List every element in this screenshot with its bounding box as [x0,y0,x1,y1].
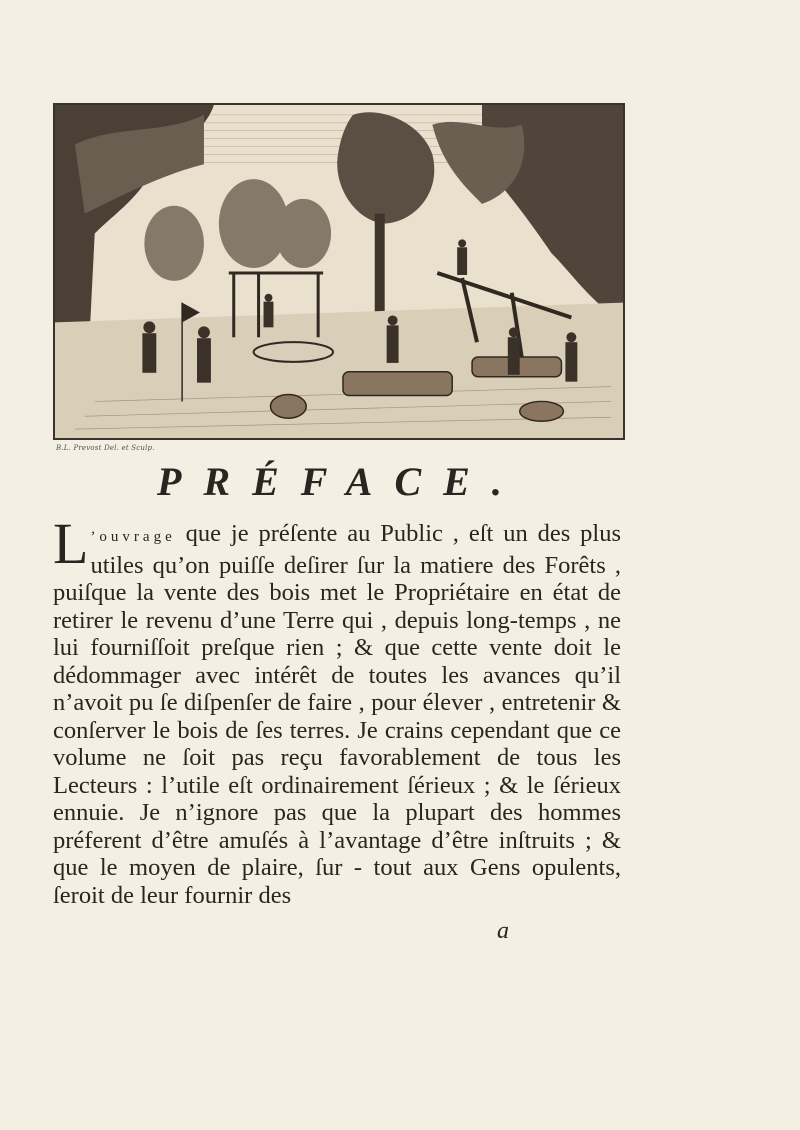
opening-small-caps: ’ouvrage [90,529,176,545]
preface-paragraph [53,511,621,909]
forest-engraving-illustration [53,103,625,440]
drop-capital: L [53,511,89,576]
engraving-drawing [55,105,623,438]
preface-text: que je préſente au Public , eſt un des plus utiles qu’on puiſſe deſirer ſur la matiere des Forêts , puiſque la vente des bois met le Propriétaire en état de retirer le revenu d’une Terre qui , depuis long-temps , ne lui fourniſſoit preſque rien ; & que cette vente doit le dédommager avec intérêt de toutes les avances qu’il n’avoit pu ſe diſpenſer de faire , pour élever , entretenir & conſerver le bois de ſes terres. Je crains cependant que ce volume ne ſoit pas reçu favorablement de tous les Lecteurs : l’utile eſt ordinairement ſérieux ; & le ſérieux ennuie. Je n’ignore pas que la plupart des hommes préferent d’être amuſés à l’avantage d’être inſtruits ; & que le moyen de plaire, ſur - tout aux Gens opulents, ſeroit de leur fournir des [53,520,621,909]
engraver-credit: B.L. Prevost Del. et Sculp. [56,444,155,452]
signature-mark: a [497,918,509,944]
page-title: PRÉFACE. [157,459,524,504]
